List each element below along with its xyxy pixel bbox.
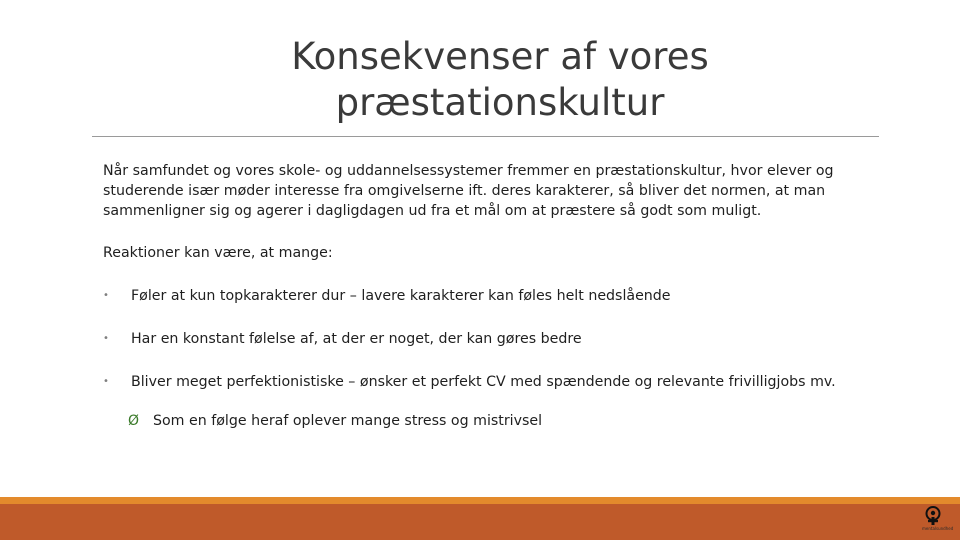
bullet-icon: •: [103, 333, 109, 344]
slide-body: [103, 161, 883, 431]
list-item: [103, 329, 883, 349]
slide-title-line-1: Konsekvenser af vores: [291, 35, 709, 78]
bullet-text: Bliver meget perfektionistiske – ønsker et perfekt CV med spændende og relevante frivilligjobs mv.: [131, 374, 836, 390]
bullet-list: [103, 286, 883, 392]
slide-title: [92, 34, 908, 126]
logo-text: mentalsundhed: [922, 526, 954, 531]
list-item: [103, 286, 883, 306]
bullet-text: Har en konstant følelse af, at der er noget, der kan gøres bedre: [131, 331, 582, 347]
bullet-icon: •: [103, 376, 109, 387]
intro-paragraph: Når samfundet og vores skole- og uddannelsessystemer fremmer en præstationskultur, hvor elever og studerende især møder interesse fra omgivelserne ift. deres karakterer, så bliver det normen, at man sammenligner sig og agerer i dagligdagen ud fra et mål om at præstere så godt som muligt.: [103, 163, 834, 219]
sub-point: [128, 411, 883, 431]
footer-accent-stripe: [0, 497, 960, 504]
list-item: [103, 372, 883, 392]
bullet-text: Føler at kun topkarakterer dur – lavere karakterer kan føles helt nedslående: [131, 288, 671, 304]
footer-band: [0, 504, 960, 540]
arrow-bullet-icon: Ø: [128, 413, 140, 429]
mental-health-logo-icon: [924, 506, 942, 526]
lead-text: Reaktioner kan være, at mange:: [103, 245, 333, 261]
slide-title-line-2: præstationskultur: [335, 81, 665, 124]
sub-point-text: Som en følge heraf oplever mange stress og mistrivsel: [153, 413, 543, 429]
bullet-icon: •: [103, 290, 109, 301]
title-divider: [92, 136, 879, 137]
logo: [922, 506, 954, 536]
